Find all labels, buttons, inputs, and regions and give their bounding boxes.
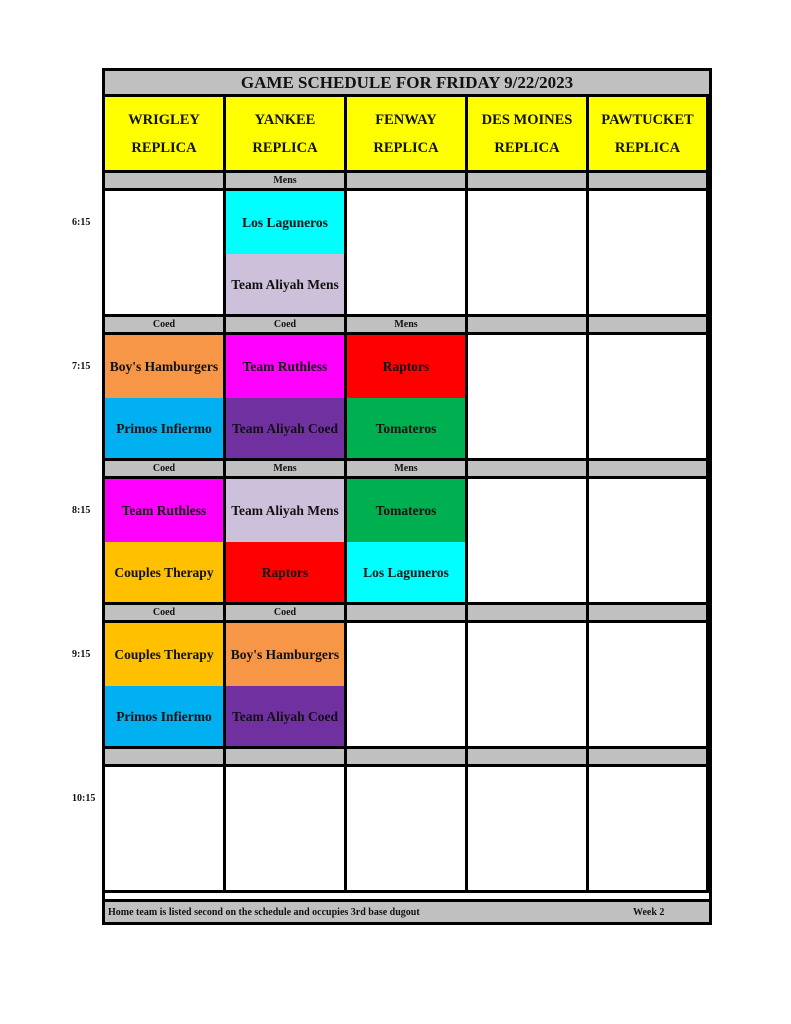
time-label: 10:15 bbox=[72, 793, 96, 804]
time-label: 9:15 bbox=[72, 649, 91, 660]
team-cell: Tomateros bbox=[347, 398, 468, 461]
empty-slot bbox=[105, 767, 226, 893]
team-cell: Raptors bbox=[226, 542, 347, 605]
division-label bbox=[347, 605, 468, 623]
week-label: Week 2 bbox=[633, 906, 665, 918]
team-cell: Tomateros bbox=[347, 479, 468, 542]
division-label: Mens bbox=[347, 461, 468, 479]
team-cell: Boy's Hamburgers bbox=[105, 335, 226, 398]
empty-slot bbox=[226, 767, 347, 893]
empty-slot bbox=[347, 191, 468, 317]
team-cell: Team Ruthless bbox=[226, 335, 347, 398]
team-cell: Team Ruthless bbox=[105, 479, 226, 542]
team-cell: Los Laguneros bbox=[347, 542, 468, 605]
empty-slot bbox=[347, 767, 468, 893]
team-cell: Team Aliyah Coed bbox=[226, 398, 347, 461]
team-cell: Los Laguneros bbox=[226, 191, 347, 254]
team-cell: Couples Therapy bbox=[105, 542, 226, 605]
field-subtitle: REPLICA bbox=[131, 139, 197, 156]
division-label: Mens bbox=[226, 173, 347, 191]
division-label bbox=[589, 461, 709, 479]
division-label bbox=[347, 173, 468, 191]
team-cell: Primos Infiermo bbox=[105, 686, 226, 749]
empty-slot bbox=[589, 335, 709, 461]
empty-slot bbox=[347, 623, 468, 749]
division-label bbox=[589, 173, 709, 191]
team-cell: Couples Therapy bbox=[105, 623, 226, 686]
empty-slot bbox=[468, 767, 589, 893]
division-label: Coed bbox=[226, 605, 347, 623]
division-label bbox=[468, 173, 589, 191]
footer-note: Home team is listed second on the schedule and occupies 3rd base dugout bbox=[108, 906, 420, 918]
field-header bbox=[105, 97, 226, 173]
division-label bbox=[468, 317, 589, 335]
field-name: YANKEE bbox=[254, 111, 316, 128]
division-label: Mens bbox=[226, 461, 347, 479]
division-label bbox=[226, 749, 347, 767]
division-label bbox=[589, 605, 709, 623]
field-name: FENWAY bbox=[375, 111, 437, 128]
division-label: Coed bbox=[105, 605, 226, 623]
division-label: Coed bbox=[105, 461, 226, 479]
division-label bbox=[347, 749, 468, 767]
time-label: 8:15 bbox=[72, 505, 91, 516]
empty-slot bbox=[589, 623, 709, 749]
schedule-sheet bbox=[102, 68, 712, 925]
team-cell: Team Aliyah Mens bbox=[226, 254, 347, 317]
field-header bbox=[589, 97, 709, 173]
empty-slot bbox=[468, 623, 589, 749]
footer-bar bbox=[105, 899, 709, 922]
schedule-title: GAME SCHEDULE FOR FRIDAY 9/22/2023 bbox=[105, 71, 709, 97]
team-cell: Primos Infiermo bbox=[105, 398, 226, 461]
division-label bbox=[105, 173, 226, 191]
empty-slot bbox=[468, 479, 589, 605]
division-label: Coed bbox=[226, 317, 347, 335]
field-header bbox=[347, 97, 468, 173]
empty-slot bbox=[468, 335, 589, 461]
field-header bbox=[468, 97, 589, 173]
field-subtitle: REPLICA bbox=[373, 139, 439, 156]
time-label: 7:15 bbox=[72, 361, 91, 372]
team-cell: Team Aliyah Mens bbox=[226, 479, 347, 542]
division-label bbox=[468, 461, 589, 479]
division-label bbox=[589, 317, 709, 335]
empty-slot bbox=[105, 191, 226, 317]
field-name: PAWTUCKET bbox=[601, 111, 694, 128]
empty-slot bbox=[589, 479, 709, 605]
field-subtitle: REPLICA bbox=[494, 139, 560, 156]
division-label bbox=[468, 749, 589, 767]
division-label: Coed bbox=[105, 317, 226, 335]
division-label bbox=[589, 749, 709, 767]
division-label bbox=[468, 605, 589, 623]
empty-slot bbox=[589, 767, 709, 893]
field-name: DES MOINES bbox=[481, 111, 573, 128]
division-label bbox=[105, 749, 226, 767]
team-cell: Team Aliyah Coed bbox=[226, 686, 347, 749]
field-subtitle: REPLICA bbox=[252, 139, 318, 156]
team-cell: Boy's Hamburgers bbox=[226, 623, 347, 686]
division-label: Mens bbox=[347, 317, 468, 335]
field-header bbox=[226, 97, 347, 173]
field-name: WRIGLEY bbox=[128, 111, 200, 128]
team-cell: Raptors bbox=[347, 335, 468, 398]
field-subtitle: REPLICA bbox=[614, 139, 681, 156]
empty-slot bbox=[589, 191, 709, 317]
empty-slot bbox=[468, 191, 589, 317]
time-label: 6:15 bbox=[72, 217, 91, 228]
